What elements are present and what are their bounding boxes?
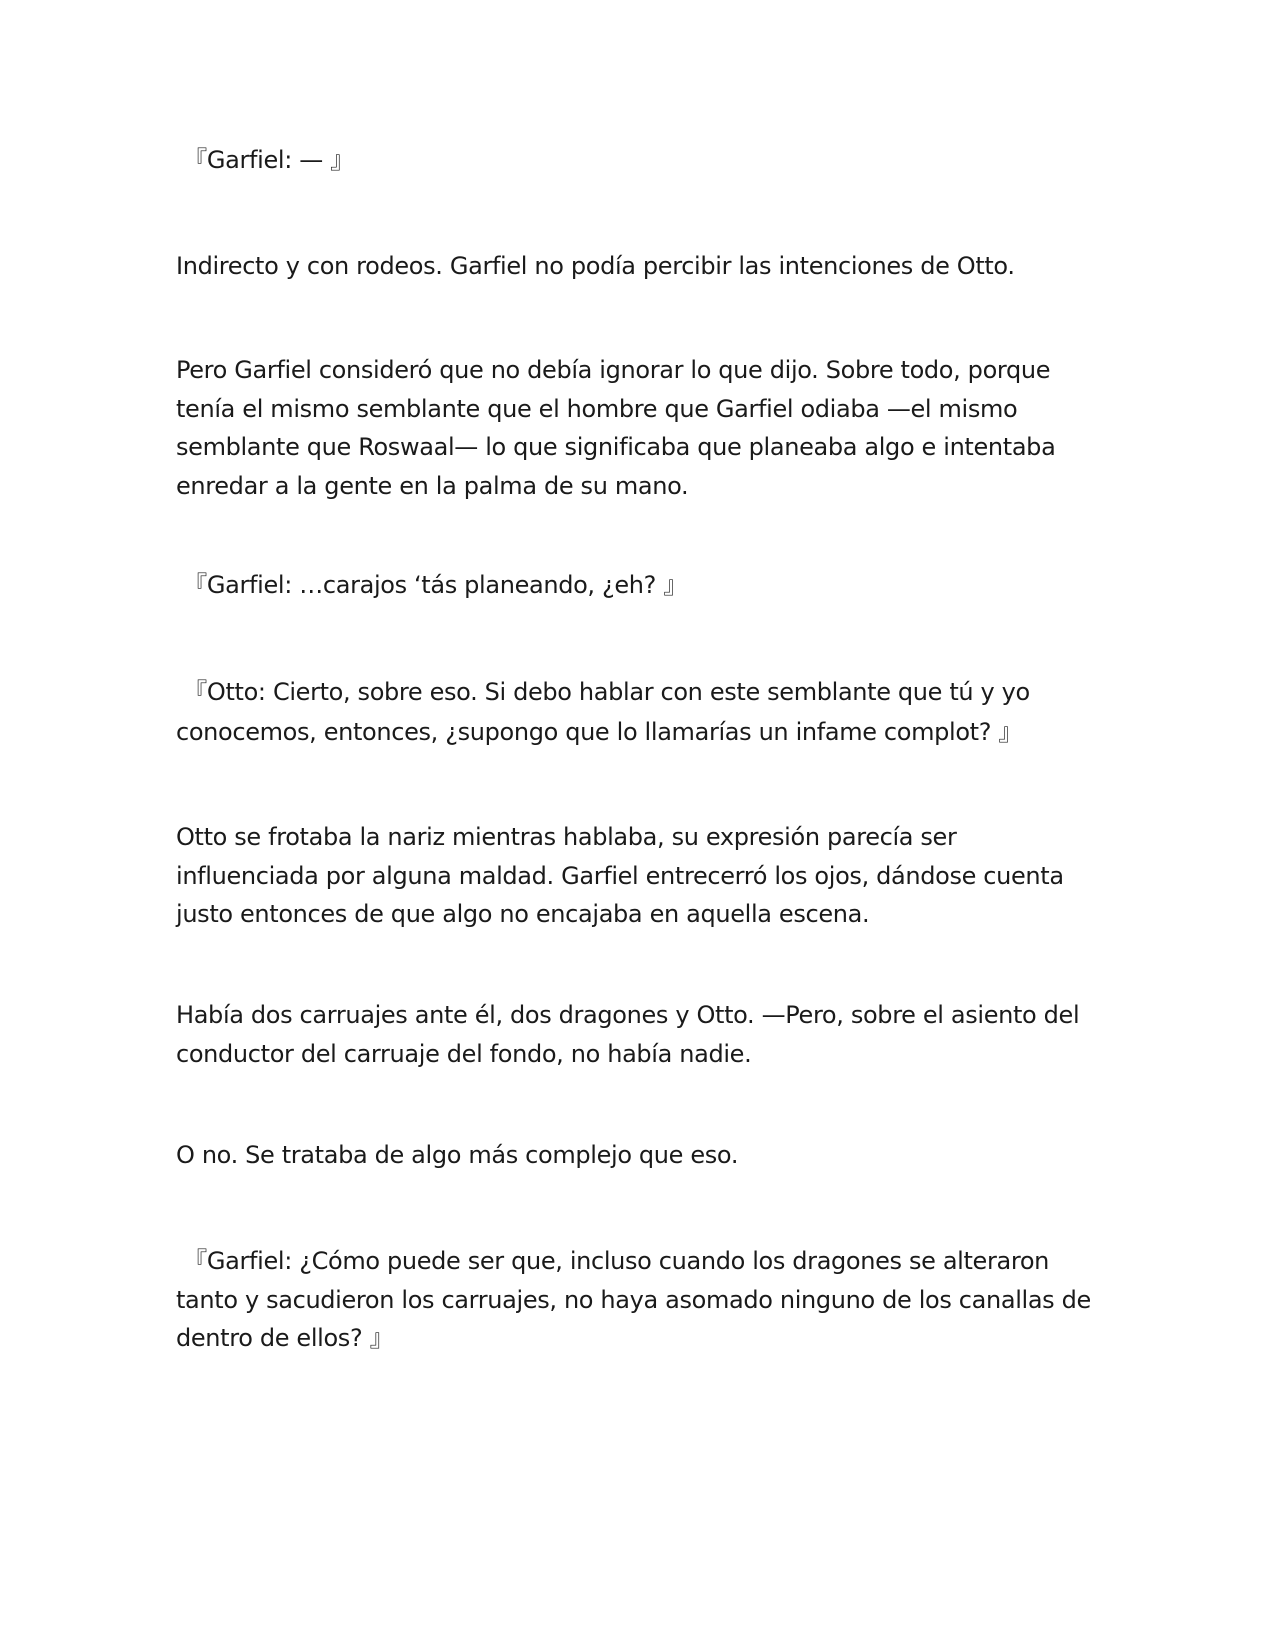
narration-paragraph: O no. Se trataba de algo más complejo que eso. (176, 1141, 739, 1169)
narration-paragraph: Había dos carruajes ante él, dos dragones y Otto. —Pero, sobre el asiento del conductor del carruaje del fondo, no había nadie. (176, 1001, 1080, 1068)
narration-paragraph: Otto se frotaba la nariz mientras hablaba, su expresión parecía ser influenciada por alguna maldad. Garfiel entrecerró los ojos, dándose cuenta justo entonces de que algo no encajaba en aquella escena. (176, 823, 1064, 928)
dialogue-line: 『Garfiel: — 』 (176, 146, 354, 174)
dialogue-line: 『Otto: Cierto, sobre eso. Si debo hablar con este semblante que tú y yo conocemos, entonces, ¿supongo que lo llamarías un infame complot? 』 (176, 678, 1030, 746)
narration-paragraph: Pero Garfiel consideró que no debía ignorar lo que dijo. Sobre todo, porque tenía el mismo semblante que el hombre que Garfiel odiaba —el mismo semblante que Roswaal— lo que significaba que planeaba algo e intentaba enredar a la gente en la palma de su mano. (176, 356, 1056, 500)
dialogue-line: 『Garfiel: ¿Cómo puede ser que, incluso cuando los dragones se alteraron tanto y sacudieron los carruajes, no haya asomado ninguno de los canallas de dentro de ellos? 』 (176, 1247, 1091, 1352)
narration-paragraph: Indirecto y con rodeos. Garfiel no podía percibir las intenciones de Otto. (176, 252, 1015, 280)
dialogue-line: 『Garfiel: …carajos ‘tás planeando, ¿eh? 』 (176, 571, 687, 599)
